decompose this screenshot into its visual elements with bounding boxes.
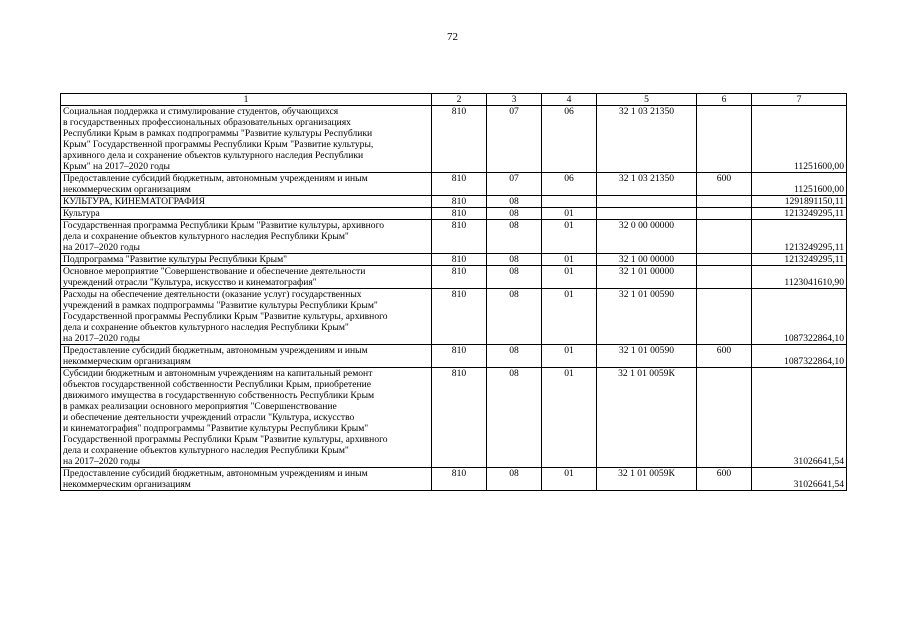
- table-row: [61, 208, 847, 220]
- expense-type-code: [697, 220, 752, 254]
- budget-table-body: [61, 94, 847, 491]
- target-article-code: 32 1 03 21350: [597, 173, 697, 196]
- row-description: Подпрограмма "Развитие культуры Республики Крым": [61, 254, 432, 266]
- amount: 1087322864,10: [752, 289, 847, 345]
- ministry-code: 810: [432, 254, 487, 266]
- target-article-code: 32 1 01 00000: [597, 266, 697, 289]
- ministry-code: 810: [432, 196, 487, 208]
- column-header: 1: [61, 94, 432, 106]
- section-code: 08: [487, 266, 542, 289]
- amount: 1291891150,11: [752, 196, 847, 208]
- expense-type-code: 600: [697, 173, 752, 196]
- section-code: 07: [487, 173, 542, 196]
- section-code: 08: [487, 289, 542, 345]
- section-code: 08: [487, 220, 542, 254]
- amount: 1213249295,11: [752, 220, 847, 254]
- target-article-code: 32 1 01 0059К: [597, 368, 697, 468]
- ministry-code: 810: [432, 173, 487, 196]
- subsection-code: 06: [542, 106, 597, 173]
- row-description: Государственная программа Республики Крым "Развитие культуры, архивного дела и сохранение объектов культурного наследия Республики Крым" на 2017–2020 годы: [61, 220, 432, 254]
- target-article-code: 32 1 01 00590: [597, 345, 697, 368]
- amount: 1213249295,11: [752, 208, 847, 220]
- column-header: 7: [752, 94, 847, 106]
- row-description: Социальная поддержка и стимулирование студентов, обучающихся в государственных профессиональных образовательных организациях Республики Крым в рамках подпрограммы "Развитие культуры Республики Крым" Государственной программы Республики Крым "Развитие культуры, архивного дела и сохранение объектов культурного наследия Республики Крым" на 2017–2020 годы: [61, 106, 432, 173]
- ministry-code: 810: [432, 220, 487, 254]
- ministry-code: 810: [432, 368, 487, 468]
- page-number: 72: [447, 31, 458, 43]
- section-code: 08: [487, 468, 542, 491]
- row-description: Предоставление субсидий бюджетным, автономным учреждениям и иным некоммерческим организациям: [61, 345, 432, 368]
- expense-type-code: [697, 254, 752, 266]
- target-article-code: 32 1 01 0059К: [597, 468, 697, 491]
- column-header: 6: [697, 94, 752, 106]
- table-row: [61, 345, 847, 368]
- column-number-row: [61, 94, 847, 106]
- subsection-code: 01: [542, 289, 597, 345]
- expense-type-code: [697, 368, 752, 468]
- subsection-code: 01: [542, 345, 597, 368]
- expense-type-code: [697, 289, 752, 345]
- expense-type-code: 600: [697, 468, 752, 491]
- section-code: 08: [487, 196, 542, 208]
- table-row: [61, 468, 847, 491]
- expense-type-code: [697, 106, 752, 173]
- target-article-code: 32 1 03 21350: [597, 106, 697, 173]
- table-row: [61, 220, 847, 254]
- expense-type-code: [697, 208, 752, 220]
- table-row: [61, 254, 847, 266]
- subsection-code: [542, 196, 597, 208]
- table-row: [61, 266, 847, 289]
- subsection-code: 01: [542, 254, 597, 266]
- column-header: 4: [542, 94, 597, 106]
- row-description: Основное мероприятие "Совершенствование и обеспечение деятельности учреждений отрасли "Культура, искусство и кинематография": [61, 266, 432, 289]
- target-article-code: [597, 208, 697, 220]
- expense-type-code: [697, 266, 752, 289]
- section-code: 08: [487, 368, 542, 468]
- table-row: [61, 173, 847, 196]
- table-row: [61, 106, 847, 173]
- ministry-code: 810: [432, 266, 487, 289]
- section-code: 08: [487, 254, 542, 266]
- subsection-code: 06: [542, 173, 597, 196]
- target-article-code: 32 1 01 00590: [597, 289, 697, 345]
- row-description: Предоставление субсидий бюджетным, автономным учреждениям и иным некоммерческим организациям: [61, 173, 432, 196]
- ministry-code: 810: [432, 345, 487, 368]
- ministry-code: 810: [432, 208, 487, 220]
- subsection-code: 01: [542, 208, 597, 220]
- amount: 31026641,54: [752, 468, 847, 491]
- subsection-code: 01: [542, 266, 597, 289]
- table-row: [61, 289, 847, 345]
- column-header: 3: [487, 94, 542, 106]
- amount: 11251600,00: [752, 106, 847, 173]
- ministry-code: 810: [432, 468, 487, 491]
- target-article-code: 32 0 00 00000: [597, 220, 697, 254]
- target-article-code: [597, 196, 697, 208]
- row-description: Субсидии бюджетным и автономным учреждениям на капитальный ремонт объектов государственной собственности Республики Крым, приобретение движимого имущества в государственную собственность Республики Крым в рамках реализации основного мероприятия "Совершенствование и обеспечение деятельности учреждений отрасли "Культура, искусство и кинематография" подпрограммы "Развитие культуры Республики Крым" Государственной программы Республики Крым "Развитие культуры, архивного дела и сохранение объектов культурного наследия Республики Крым" на 2017–2020 годы: [61, 368, 432, 468]
- row-description: Расходы на обеспечение деятельности (оказание услуг) государственных учреждений в рамках подпрограммы "Развитие культуры Республики Крым" Государственной программы Республики Крым "Развитие культуры, архивного дела и сохранение объектов культурного наследия Республики Крым" на 2017–2020 годы: [61, 289, 432, 345]
- amount: 1087322864,10: [752, 345, 847, 368]
- column-header: 2: [432, 94, 487, 106]
- subsection-code: 01: [542, 368, 597, 468]
- amount: 31026641,54: [752, 368, 847, 468]
- section-code: 08: [487, 345, 542, 368]
- amount: 1213249295,11: [752, 254, 847, 266]
- amount: 11251600,00: [752, 173, 847, 196]
- section-code: 07: [487, 106, 542, 173]
- expense-type-code: 600: [697, 345, 752, 368]
- ministry-code: 810: [432, 106, 487, 173]
- amount: 1123041610,90: [752, 266, 847, 289]
- row-description: Предоставление субсидий бюджетным, автономным учреждениям и иным некоммерческим организациям: [61, 468, 432, 491]
- subsection-code: 01: [542, 468, 597, 491]
- subsection-code: 01: [542, 220, 597, 254]
- section-code: 08: [487, 208, 542, 220]
- column-header: 5: [597, 94, 697, 106]
- expense-type-code: [697, 196, 752, 208]
- row-description: Культура: [61, 208, 432, 220]
- table-row: [61, 196, 847, 208]
- target-article-code: 32 1 00 00000: [597, 254, 697, 266]
- budget-table: [60, 93, 847, 491]
- table-row: [61, 368, 847, 468]
- ministry-code: 810: [432, 289, 487, 345]
- row-description: КУЛЬТУРА, КИНЕМАТОГРАФИЯ: [61, 196, 432, 208]
